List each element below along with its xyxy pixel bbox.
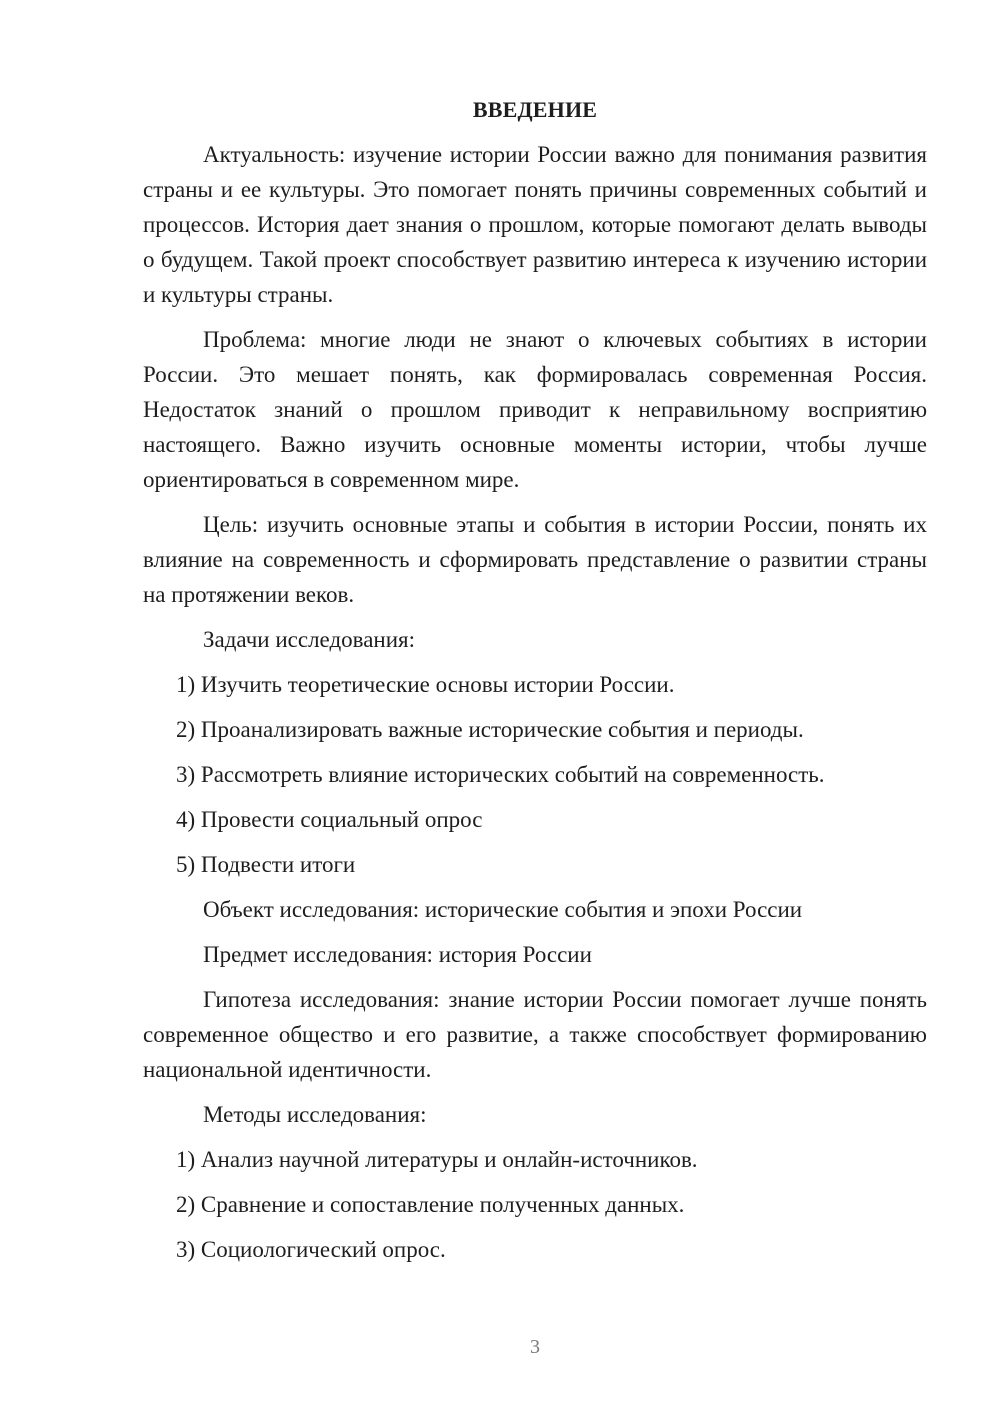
task-item: 1) Изучить теоретические основы истории России.	[176, 672, 675, 697]
task-item: 3) Рассмотреть влияние исторических событий на современность.	[176, 762, 825, 787]
method-item: 3) Социологический опрос.	[176, 1237, 446, 1262]
task-item: 5) Подвести итоги	[176, 852, 356, 877]
task-item: 4) Провести социальный опрос	[176, 807, 483, 832]
hypothesis-paragraph: Гипотеза исследования: знание истории России помогает лучше понять современное общество и его развитие, а также способствует формированию национальной идентичности.	[143, 987, 927, 1082]
tasks-list	[143, 667, 927, 882]
problem-paragraph: Проблема: многие люди не знают о ключевых событиях в истории России. Это мешает понять, как формировалась современная Россия. Недостаток знаний о прошлом приводит к неправильному восприятию настоящего. Важно изучить основные моменты истории, чтобы лучше ориентироваться в современном мире.	[143, 327, 927, 492]
document-body	[143, 93, 927, 1277]
page-number: 3	[530, 1336, 540, 1358]
tasks-heading: Задачи исследования:	[203, 627, 416, 652]
methods-heading: Методы исследования:	[203, 1102, 427, 1127]
methods-list	[143, 1142, 927, 1267]
actuality-paragraph: Актуальность: изучение истории России важно для понимания развития страны и ее культуры. Это помогает понять причины современных событий и процессов. История дает знания о прошлом, которые помогают делать выводы о будущем. Такой проект способствует развитию интереса к изучению истории и культуры страны.	[143, 142, 927, 307]
section-title: ВВЕДЕНИЕ	[472, 97, 598, 122]
research-object: Объект исследования: исторические события и эпохи России	[203, 897, 803, 922]
method-item: 2) Сравнение и сопоставление полученных данных.	[176, 1192, 685, 1217]
method-item: 1) Анализ научной литературы и онлайн-источников.	[176, 1147, 698, 1172]
research-subject: Предмет исследования: история России	[203, 942, 592, 967]
goal-paragraph: Цель: изучить основные этапы и события в истории России, понять их влияние на современность и сформировать представление о развитии страны на протяжении веков.	[143, 512, 927, 607]
task-item: 2) Проанализировать важные исторические события и периоды.	[176, 717, 804, 742]
